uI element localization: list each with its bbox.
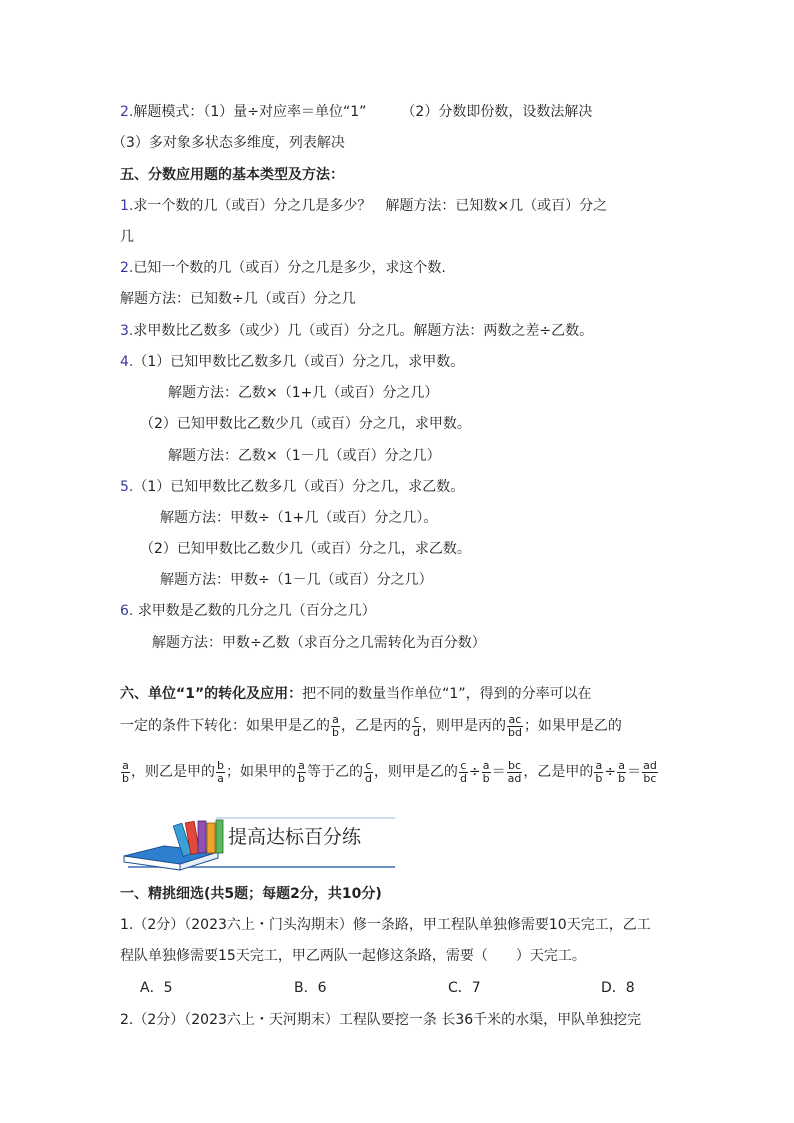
line-type-5-2-method: 解题方法：甲数÷（1－几（或百）分之几） bbox=[160, 572, 433, 588]
fraction-a-over-b: $\frac{a}{b}$ bbox=[297, 758, 305, 785]
fraction-ad-over-bc: $\frac{ad}{bc}$ bbox=[643, 758, 657, 785]
option-b[interactable]: B．6 bbox=[294, 980, 327, 996]
text-run: ，乙是甲的 bbox=[523, 764, 594, 780]
banner-title: 提高达标百分练 bbox=[228, 826, 362, 848]
line-type-4-1-method: 解题方法：乙数×（1+几（或百）分之几） bbox=[168, 385, 439, 401]
divide-sign: ÷ bbox=[468, 764, 481, 780]
section-6-line-2 bbox=[120, 712, 622, 740]
item-text: 已知一个数的几（或百）分之几是多少，求这个数. bbox=[133, 260, 446, 276]
divide-sign: ÷ bbox=[604, 764, 617, 780]
fraction-a-over-b: $\frac{a}{b}$ bbox=[122, 758, 129, 785]
fraction-bc-over-ad: $\frac{bc}{ad}$ bbox=[507, 758, 522, 785]
line-type-2 bbox=[120, 258, 446, 278]
text-run: ，乙是丙的 bbox=[340, 718, 411, 734]
section-6-line-1 bbox=[120, 684, 592, 704]
item-number: 2. bbox=[120, 260, 134, 276]
line-type-5-1 bbox=[120, 477, 464, 497]
text-run: ；如果甲是乙的 bbox=[523, 718, 622, 734]
fraction-c-over-d: $\frac{c}{d}$ bbox=[364, 758, 372, 785]
text-run: ，则乙是甲的 bbox=[130, 764, 215, 780]
item-number: 4. bbox=[120, 354, 134, 370]
item-number: 2. bbox=[120, 104, 134, 120]
line-type-4-2-method: 解题方法：乙数×（1－几（或百）分之几） bbox=[168, 448, 441, 464]
item-number: 3. bbox=[120, 323, 134, 339]
item-text: （1）已知甲数比乙数多几（或百）分之几，求甲数。 bbox=[133, 354, 465, 370]
line-type-2-method: 解题方法：已知数÷几（或百）分之几 bbox=[120, 291, 356, 307]
text-run: 等于乙的 bbox=[306, 764, 363, 780]
section-heading-6: 六、单位“1”的转化及应用： bbox=[120, 686, 303, 702]
line-type-4-2: （2）已知甲数比乙数少几（或百）分之几，求甲数。 bbox=[140, 416, 471, 432]
item-text: 解题模式：（1）量÷对应率＝单位“1” （2）分数即份数，设数法解决 bbox=[133, 104, 593, 120]
fraction-c-over-d: $\frac{c}{d}$ bbox=[412, 712, 420, 739]
item-number: 5. bbox=[120, 479, 134, 495]
section-6-line-3 bbox=[120, 758, 659, 786]
question-1-line-1: 1.（2分）（2023六上・门头沟期末）修一条路，甲工程队单独修需要10天完工，乙工 bbox=[120, 917, 651, 933]
line-type-3 bbox=[120, 321, 593, 341]
line-type-1-cont: 几 bbox=[120, 229, 134, 245]
fraction-ac-over-bd: $\frac{ac}{bd}$ bbox=[507, 712, 522, 739]
item-text: 求甲数比乙数多（或少）几（或百）分之几。解题方法：两数之差÷乙数。 bbox=[133, 323, 594, 339]
question-2-line-1: 2.（2分）（2023六上・天河期末）工程队要挖一条 长36千米的水渠，甲队单独挖完 bbox=[120, 1012, 642, 1028]
fraction-b-over-a: $\frac{b}{a}$ bbox=[216, 758, 224, 785]
line-type-4-1 bbox=[120, 352, 464, 372]
option-c[interactable]: C．7 bbox=[448, 980, 481, 996]
line-type-5-2: （2）已知甲数比乙数少几（或百）分之几，求乙数。 bbox=[140, 541, 471, 557]
text-run: ，则甲是丙的 bbox=[421, 718, 506, 734]
item-text: 求甲数是乙数的几分之几（百分之几） bbox=[137, 603, 376, 619]
line-solving-pattern-3: （3）多对象多状态多维度，列表解决 bbox=[112, 135, 345, 151]
text-run: 一定的条件下转化：如果甲是乙的 bbox=[120, 718, 330, 734]
line-type-5-1-method: 解题方法：甲数÷（1+几（或百）分之几）。 bbox=[160, 510, 438, 526]
section-6-text: 把不同的数量当作单位“1”，得到的分率可以在 bbox=[302, 686, 592, 702]
question-1-line-2: 程队单独修需要15天完工，甲乙两队一起修这条路，需要（ ）天完工。 bbox=[120, 948, 586, 964]
option-d[interactable]: D．8 bbox=[601, 980, 635, 996]
equals-sign: ＝ bbox=[627, 764, 642, 780]
option-a[interactable]: A．5 bbox=[140, 980, 173, 996]
item-text: 求一个数的几（或百）分之几是多少？ 解题方法：已知数×几（或百）分之 bbox=[133, 198, 608, 214]
line-type-1 bbox=[120, 196, 607, 216]
line-type-6 bbox=[120, 601, 376, 621]
fraction-c-over-d: $\frac{c}{d}$ bbox=[459, 758, 467, 785]
section-heading-5: 五、分数应用题的基本类型及方法： bbox=[120, 167, 344, 183]
line-solving-pattern bbox=[120, 102, 592, 122]
item-number: 1. bbox=[120, 198, 134, 214]
fraction-a-over-b: $\frac{a}{b}$ bbox=[332, 712, 339, 739]
item-text: （1）已知甲数比乙数多几（或百）分之几，求乙数。 bbox=[133, 479, 465, 495]
fraction-a-over-b: $\frac{a}{b}$ bbox=[618, 758, 626, 785]
text-run: ；如果甲的 bbox=[225, 764, 296, 780]
line-type-6-method: 解题方法：甲数÷乙数（求百分之几需转化为百分数） bbox=[152, 635, 486, 651]
item-number: 6. bbox=[120, 603, 134, 619]
question-section-heading: 一、精挑细选(共5题；每题2分，共10分) bbox=[120, 886, 382, 902]
text-run: ，则甲是乙的 bbox=[373, 764, 458, 780]
equals-sign: ＝ bbox=[491, 764, 506, 780]
fraction-a-over-b: $\frac{a}{b}$ bbox=[595, 758, 603, 785]
fraction-a-over-b: $\frac{a}{b}$ bbox=[482, 758, 490, 785]
